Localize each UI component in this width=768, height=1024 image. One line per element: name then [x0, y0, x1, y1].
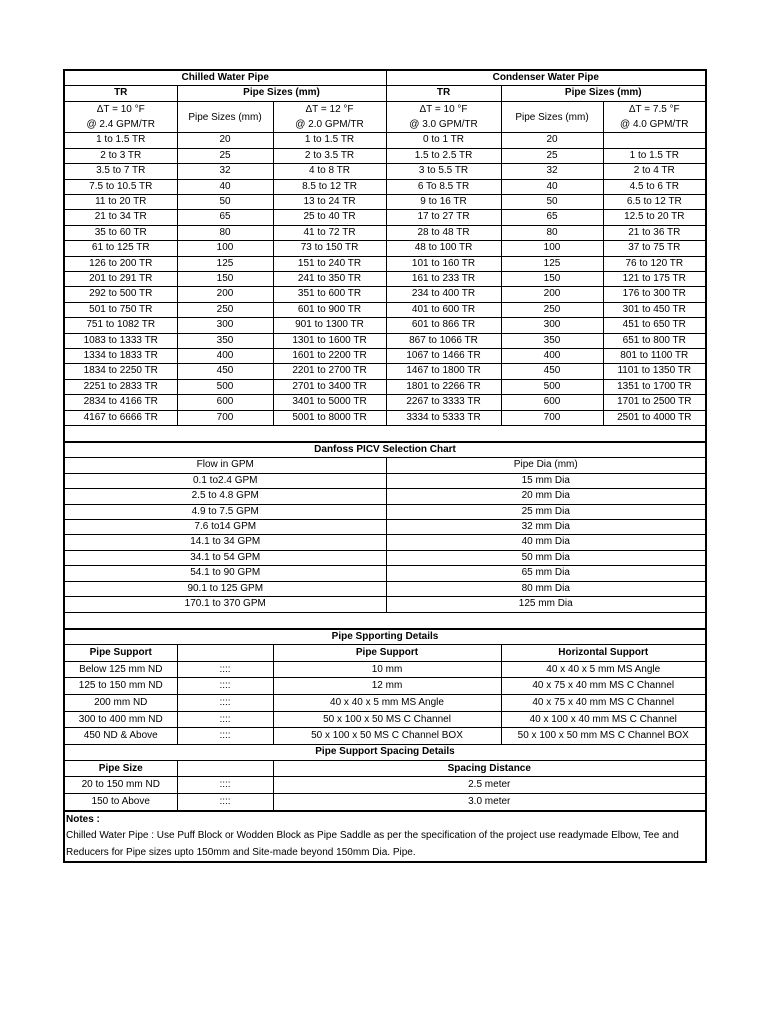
table-row — [64, 566, 706, 581]
table-row — [64, 256, 706, 271]
condenser-pipe-size-cell: 50 — [501, 194, 603, 209]
gpm-line: @ 4.0 GPM/TR — [620, 119, 689, 131]
condenser-pipe-size-cell: 600 — [501, 395, 603, 410]
flow-gpm-cell: 90.1 to 125 GPM — [64, 581, 386, 596]
table-row — [64, 728, 706, 745]
condenser-tr-cell: 1467 to 1800 TR — [386, 364, 501, 379]
support-col-pipe-support: Pipe Support — [64, 644, 177, 661]
table-row — [64, 318, 706, 333]
pipe-size-cell: 150 to Above — [64, 793, 177, 810]
condenser-pipe-size-cell: 100 — [501, 241, 603, 256]
chilled-pipe-size-cell: 500 — [177, 379, 273, 394]
chilled-tr-12f-cell: 4 to 8 TR — [273, 164, 386, 179]
spacing-distance-cell: 3.0 meter — [273, 793, 706, 810]
table-row — [64, 302, 706, 317]
condenser-pipe-size-cell: 350 — [501, 333, 603, 348]
notes-text: Chilled Water Pipe : Use Puff Block or Wodden Block as Pipe Saddle as per the specification of the project use readymade Elbow, Tee and Reducers for Pipe sizes upto 150mm and Site-made beyond 150mm Dia. Pipe. — [66, 830, 679, 858]
condenser-tr-7-5f-cell: 121 to 175 TR — [603, 271, 706, 286]
condenser-pipe-size-cell: 125 — [501, 256, 603, 271]
chilled-tr-cell: 21 to 34 TR — [64, 210, 177, 225]
horizontal-support-cell: 50 x 100 x 50 mm MS C Channel BOX — [501, 728, 706, 745]
pipe-dia-header: Pipe Dia (mm) — [386, 458, 706, 473]
chilled-tr-12f-cell: 8.5 to 12 TR — [273, 179, 386, 194]
chilled-pipe-size-cell: 20 — [177, 133, 273, 148]
support-title: Pipe Spporting Details — [64, 629, 706, 644]
condenser-tr-header: TR — [386, 86, 501, 101]
flow-gpm-cell: 2.5 to 4.8 GPM — [64, 489, 386, 504]
table-row — [64, 489, 706, 504]
flow-gpm-cell: 4.9 to 7.5 GPM — [64, 504, 386, 519]
pipe-dia-cell: 15 mm Dia — [386, 473, 706, 488]
chilled-tr-12f-cell: 41 to 72 TR — [273, 225, 386, 240]
table-row — [64, 473, 706, 488]
chilled-pipe-size-cell: 700 — [177, 410, 273, 425]
chilled-tr-12f-cell: 601 to 900 TR — [273, 302, 386, 317]
pipe-sizing-sheet — [63, 69, 705, 863]
condenser-pipe-size-cell: 32 — [501, 164, 603, 179]
gpm-line: @ 2.0 GPM/TR — [295, 119, 364, 131]
chilled-tr-12f-cell: 1601 to 2200 TR — [273, 349, 386, 364]
chilled-tr-cell: 7.5 to 10.5 TR — [64, 179, 177, 194]
table-row — [64, 711, 706, 728]
table-row — [64, 164, 706, 179]
spacer-row — [64, 426, 706, 442]
table-row — [64, 241, 706, 256]
support-col-horizontal: Horizontal Support — [501, 644, 706, 661]
pipe-support-table — [63, 629, 707, 811]
delta-t-line: ΔT = 7.5 °F — [628, 104, 680, 116]
chilled-tr-cell: 4167 to 6666 TR — [64, 410, 177, 425]
chilled-tr-12f-cell: 901 to 1300 TR — [273, 318, 386, 333]
pipe-nd-cell: 300 to 400 mm ND — [64, 711, 177, 728]
table-row — [64, 148, 706, 163]
chilled-tr-cell: 1 to 1.5 TR — [64, 133, 177, 148]
chilled-water-title: Chilled Water Pipe — [64, 70, 386, 86]
chilled-tr-cell: 751 to 1082 TR — [64, 318, 177, 333]
chilled-tr-12f-cell: 13 to 24 TR — [273, 194, 386, 209]
pipe-nd-cell: 450 ND & Above — [64, 728, 177, 745]
picv-title: Danfoss PICV Selection Chart — [64, 443, 706, 458]
pipe-dia-cell: 20 mm Dia — [386, 489, 706, 504]
delta-t-line: ΔT = 10 °F — [419, 104, 468, 116]
chilled-tr-12f-cell: 2701 to 3400 TR — [273, 379, 386, 394]
condenser-pipe-size-cell: 500 — [501, 379, 603, 394]
condenser-tr-7-5f-cell: 1701 to 2500 TR — [603, 395, 706, 410]
separator-cell: :::: — [177, 711, 273, 728]
condenser-pipe-size-cell: 20 — [501, 133, 603, 148]
separator-cell: :::: — [177, 777, 273, 794]
spacer-row — [64, 612, 706, 628]
condenser-pipe-size-cell: 150 — [501, 271, 603, 286]
table-row — [64, 520, 706, 535]
chilled-tr-cell: 501 to 750 TR — [64, 302, 177, 317]
condenser-tr-cell: 9 to 16 TR — [386, 194, 501, 209]
horizontal-support-cell: 40 x 75 x 40 mm MS C Channel — [501, 678, 706, 695]
condenser-tr-cell: 1067 to 1466 TR — [386, 349, 501, 364]
table-row — [64, 349, 706, 364]
chilled-pipe-size-cell: 150 — [177, 271, 273, 286]
table-row — [64, 581, 706, 596]
pipe-dia-cell: 125 mm Dia — [386, 597, 706, 612]
chilled-tr-cell: 2251 to 2833 TR — [64, 379, 177, 394]
delta-t-line: ΔT = 12 °F — [305, 104, 354, 116]
spacing-title: Pipe Support Spacing Details — [64, 745, 706, 760]
chilled-delta-t-10 — [64, 101, 177, 133]
horizontal-support-cell: 40 x 40 x 5 mm MS Angle — [501, 661, 706, 678]
table-row — [64, 793, 706, 810]
condenser-tr-cell: 101 to 160 TR — [386, 256, 501, 271]
chilled-pipe-size-cell: 50 — [177, 194, 273, 209]
condenser-tr-7-5f-cell — [603, 133, 706, 148]
condenser-tr-cell: 867 to 1066 TR — [386, 333, 501, 348]
condenser-pipe-size-cell: 400 — [501, 349, 603, 364]
chilled-tr-cell: 292 to 500 TR — [64, 287, 177, 302]
support-col-blank — [177, 644, 273, 661]
support-col-pipe-support-size: Pipe Support — [273, 644, 501, 661]
flow-gpm-cell: 0.1 to2.4 GPM — [64, 473, 386, 488]
chilled-tr-cell: 1834 to 2250 TR — [64, 364, 177, 379]
condenser-pipe-size-cell: 300 — [501, 318, 603, 333]
chilled-pipe-size-cell: 32 — [177, 164, 273, 179]
horizontal-support-cell: 40 x 75 x 40 mm MS C Channel — [501, 695, 706, 712]
picv-rows — [64, 473, 706, 612]
condenser-tr-7-5f-cell: 1 to 1.5 TR — [603, 148, 706, 163]
chilled-tr-cell: 61 to 125 TR — [64, 241, 177, 256]
pipe-dia-cell: 32 mm Dia — [386, 520, 706, 535]
pipe-support-cell: 10 mm — [273, 661, 501, 678]
chilled-pipe-size-cell: 65 — [177, 210, 273, 225]
pipe-size-cell: 20 to 150 mm ND — [64, 777, 177, 794]
condenser-tr-cell: 17 to 27 TR — [386, 210, 501, 225]
table-row — [64, 695, 706, 712]
chilled-pipe-size-cell: 25 — [177, 148, 273, 163]
chilled-tr-12f-cell: 5001 to 8000 TR — [273, 410, 386, 425]
condenser-delta-t-10 — [386, 101, 501, 133]
chilled-tr-12f-cell: 1301 to 1600 TR — [273, 333, 386, 348]
condenser-pipe-size-cell: 80 — [501, 225, 603, 240]
spacing-col-pipe-size: Pipe Size — [64, 760, 177, 777]
chilled-pipe-size-cell: 450 — [177, 364, 273, 379]
chilled-tr-header: TR — [64, 86, 177, 101]
chilled-tr-12f-cell: 151 to 240 TR — [273, 256, 386, 271]
table-row — [64, 535, 706, 550]
table-row — [64, 179, 706, 194]
chilled-tr-12f-cell: 1 to 1.5 TR — [273, 133, 386, 148]
pipe-dia-cell: 25 mm Dia — [386, 504, 706, 519]
chilled-pipe-size-cell: 100 — [177, 241, 273, 256]
spacing-rows — [64, 777, 706, 810]
chilled-tr-12f-cell: 73 to 150 TR — [273, 241, 386, 256]
separator-cell: :::: — [177, 793, 273, 810]
gpm-line: @ 3.0 GPM/TR — [409, 119, 478, 131]
table-row — [64, 504, 706, 519]
chilled-tr-12f-cell: 2 to 3.5 TR — [273, 148, 386, 163]
condenser-tr-7-5f-cell: 301 to 450 TR — [603, 302, 706, 317]
condenser-tr-7-5f-cell: 76 to 120 TR — [603, 256, 706, 271]
chilled-tr-cell: 11 to 20 TR — [64, 194, 177, 209]
spacing-col-distance: Spacing Distance — [273, 760, 706, 777]
chilled-tr-12f-cell: 241 to 350 TR — [273, 271, 386, 286]
condenser-pipe-size-cell: 700 — [501, 410, 603, 425]
horizontal-support-cell: 40 x 100 x 40 mm MS C Channel — [501, 711, 706, 728]
chilled-pipe-size-cell: 400 — [177, 349, 273, 364]
chilled-tr-12f-cell: 3401 to 5000 TR — [273, 395, 386, 410]
chilled-tr-cell: 1334 to 1833 TR — [64, 349, 177, 364]
table-row — [64, 678, 706, 695]
separator-cell: :::: — [177, 661, 273, 678]
pipe-size-table — [63, 69, 707, 442]
chilled-pipe-sizes-header: Pipe Sizes (mm) — [177, 86, 386, 101]
pipe-dia-cell: 40 mm Dia — [386, 535, 706, 550]
condenser-tr-7-5f-cell: 21 to 36 TR — [603, 225, 706, 240]
condenser-tr-7-5f-cell: 176 to 300 TR — [603, 287, 706, 302]
condenser-tr-cell: 401 to 600 TR — [386, 302, 501, 317]
condenser-tr-cell: 161 to 233 TR — [386, 271, 501, 286]
chilled-tr-cell: 201 to 291 TR — [64, 271, 177, 286]
chilled-delta-t-12 — [273, 101, 386, 133]
chilled-pipe-size-cell: 40 — [177, 179, 273, 194]
separator-cell: :::: — [177, 678, 273, 695]
condenser-pipe-size-cell: 250 — [501, 302, 603, 317]
chilled-tr-cell: 1083 to 1333 TR — [64, 333, 177, 348]
condenser-tr-cell: 3334 to 5333 TR — [386, 410, 501, 425]
gpm-line: @ 2.4 GPM/TR — [86, 119, 155, 131]
condenser-tr-cell: 2267 to 3333 TR — [386, 395, 501, 410]
condenser-tr-7-5f-cell: 2501 to 4000 TR — [603, 410, 706, 425]
chilled-pipe-size-cell: 80 — [177, 225, 273, 240]
condenser-tr-7-5f-cell: 1101 to 1350 TR — [603, 364, 706, 379]
condenser-tr-7-5f-cell: 6.5 to 12 TR — [603, 194, 706, 209]
condenser-tr-cell: 1801 to 2266 TR — [386, 379, 501, 394]
chilled-pipe-size-cell: 300 — [177, 318, 273, 333]
table-row — [64, 225, 706, 240]
condenser-tr-cell: 3 to 5.5 TR — [386, 164, 501, 179]
condenser-tr-7-5f-cell: 2 to 4 TR — [603, 164, 706, 179]
notes-box — [63, 811, 707, 864]
pipe-nd-cell: 125 to 150 mm ND — [64, 678, 177, 695]
condenser-pipe-size-mm-header: Pipe Sizes (mm) — [501, 101, 603, 133]
picv-selection-table — [63, 442, 707, 628]
pipe-support-cell: 50 x 100 x 50 MS C Channel BOX — [273, 728, 501, 745]
table-row — [64, 410, 706, 425]
chilled-tr-12f-cell: 351 to 600 TR — [273, 287, 386, 302]
table-row — [64, 661, 706, 678]
condenser-tr-cell: 0 to 1 TR — [386, 133, 501, 148]
table-row — [64, 550, 706, 565]
chilled-tr-12f-cell: 2201 to 2700 TR — [273, 364, 386, 379]
chilled-tr-cell: 35 to 60 TR — [64, 225, 177, 240]
flow-gpm-cell: 7.6 to14 GPM — [64, 520, 386, 535]
condenser-tr-cell: 6 To 8.5 TR — [386, 179, 501, 194]
condenser-tr-7-5f-cell: 651 to 800 TR — [603, 333, 706, 348]
chilled-pipe-size-cell: 200 — [177, 287, 273, 302]
flow-gpm-cell: 14.1 to 34 GPM — [64, 535, 386, 550]
condenser-pipe-size-cell: 450 — [501, 364, 603, 379]
pipe-support-cell: 50 x 100 x 50 MS C Channel — [273, 711, 501, 728]
chilled-pipe-size-cell: 125 — [177, 256, 273, 271]
table-row — [64, 395, 706, 410]
notes-title: Notes : — [66, 813, 100, 825]
separator-cell: :::: — [177, 695, 273, 712]
chilled-tr-cell: 3.5 to 7 TR — [64, 164, 177, 179]
condenser-tr-cell: 28 to 48 TR — [386, 225, 501, 240]
flow-gpm-cell: 34.1 to 54 GPM — [64, 550, 386, 565]
spacing-distance-cell: 2.5 meter — [273, 777, 706, 794]
condenser-pipe-size-cell: 65 — [501, 210, 603, 225]
flow-gpm-cell: 54.1 to 90 GPM — [64, 566, 386, 581]
pipe-size-rows — [64, 133, 706, 426]
condenser-pipe-size-cell: 40 — [501, 179, 603, 194]
condenser-tr-cell: 234 to 400 TR — [386, 287, 501, 302]
pipe-support-cell: 12 mm — [273, 678, 501, 695]
table-row — [64, 364, 706, 379]
condenser-tr-cell: 601 to 866 TR — [386, 318, 501, 333]
condenser-tr-7-5f-cell: 37 to 75 TR — [603, 241, 706, 256]
condenser-tr-cell: 48 to 100 TR — [386, 241, 501, 256]
table-row — [64, 271, 706, 286]
table-row — [64, 210, 706, 225]
table-row — [64, 194, 706, 209]
chilled-pipe-size-cell: 250 — [177, 302, 273, 317]
flow-gpm-header: Flow in GPM — [64, 458, 386, 473]
chilled-pipe-size-cell: 600 — [177, 395, 273, 410]
separator-cell: :::: — [177, 728, 273, 745]
table-row — [64, 379, 706, 394]
condenser-tr-7-5f-cell: 4.5 to 6 TR — [603, 179, 706, 194]
delta-t-line: ΔT = 10 °F — [96, 104, 145, 116]
pipe-nd-cell: 200 mm ND — [64, 695, 177, 712]
table-row — [64, 777, 706, 794]
table-row — [64, 133, 706, 148]
support-rows — [64, 661, 706, 745]
chilled-tr-cell: 2834 to 4166 TR — [64, 395, 177, 410]
condenser-water-title: Condenser Water Pipe — [386, 70, 706, 86]
chilled-pipe-size-cell: 350 — [177, 333, 273, 348]
condenser-tr-7-5f-cell: 12.5 to 20 TR — [603, 210, 706, 225]
spacing-col-blank — [177, 760, 273, 777]
pipe-nd-cell: Below 125 mm ND — [64, 661, 177, 678]
chilled-tr-12f-cell: 25 to 40 TR — [273, 210, 386, 225]
condenser-pipe-size-cell: 25 — [501, 148, 603, 163]
condenser-tr-7-5f-cell: 451 to 650 TR — [603, 318, 706, 333]
pipe-support-cell: 40 x 40 x 5 mm MS Angle — [273, 695, 501, 712]
table-row — [64, 287, 706, 302]
flow-gpm-cell: 170.1 to 370 GPM — [64, 597, 386, 612]
chilled-tr-cell: 2 to 3 TR — [64, 148, 177, 163]
pipe-dia-cell: 50 mm Dia — [386, 550, 706, 565]
condenser-tr-7-5f-cell: 801 to 1100 TR — [603, 349, 706, 364]
chilled-tr-cell: 126 to 200 TR — [64, 256, 177, 271]
condenser-tr-cell: 1.5 to 2.5 TR — [386, 148, 501, 163]
pipe-dia-cell: 65 mm Dia — [386, 566, 706, 581]
condenser-pipe-sizes-header: Pipe Sizes (mm) — [501, 86, 706, 101]
condenser-delta-t-7-5 — [603, 101, 706, 133]
condenser-pipe-size-cell: 200 — [501, 287, 603, 302]
table-row — [64, 597, 706, 612]
condenser-tr-7-5f-cell: 1351 to 1700 TR — [603, 379, 706, 394]
pipe-dia-cell: 80 mm Dia — [386, 581, 706, 596]
table-row — [64, 333, 706, 348]
chilled-pipe-size-mm-header: Pipe Sizes (mm) — [177, 101, 273, 133]
